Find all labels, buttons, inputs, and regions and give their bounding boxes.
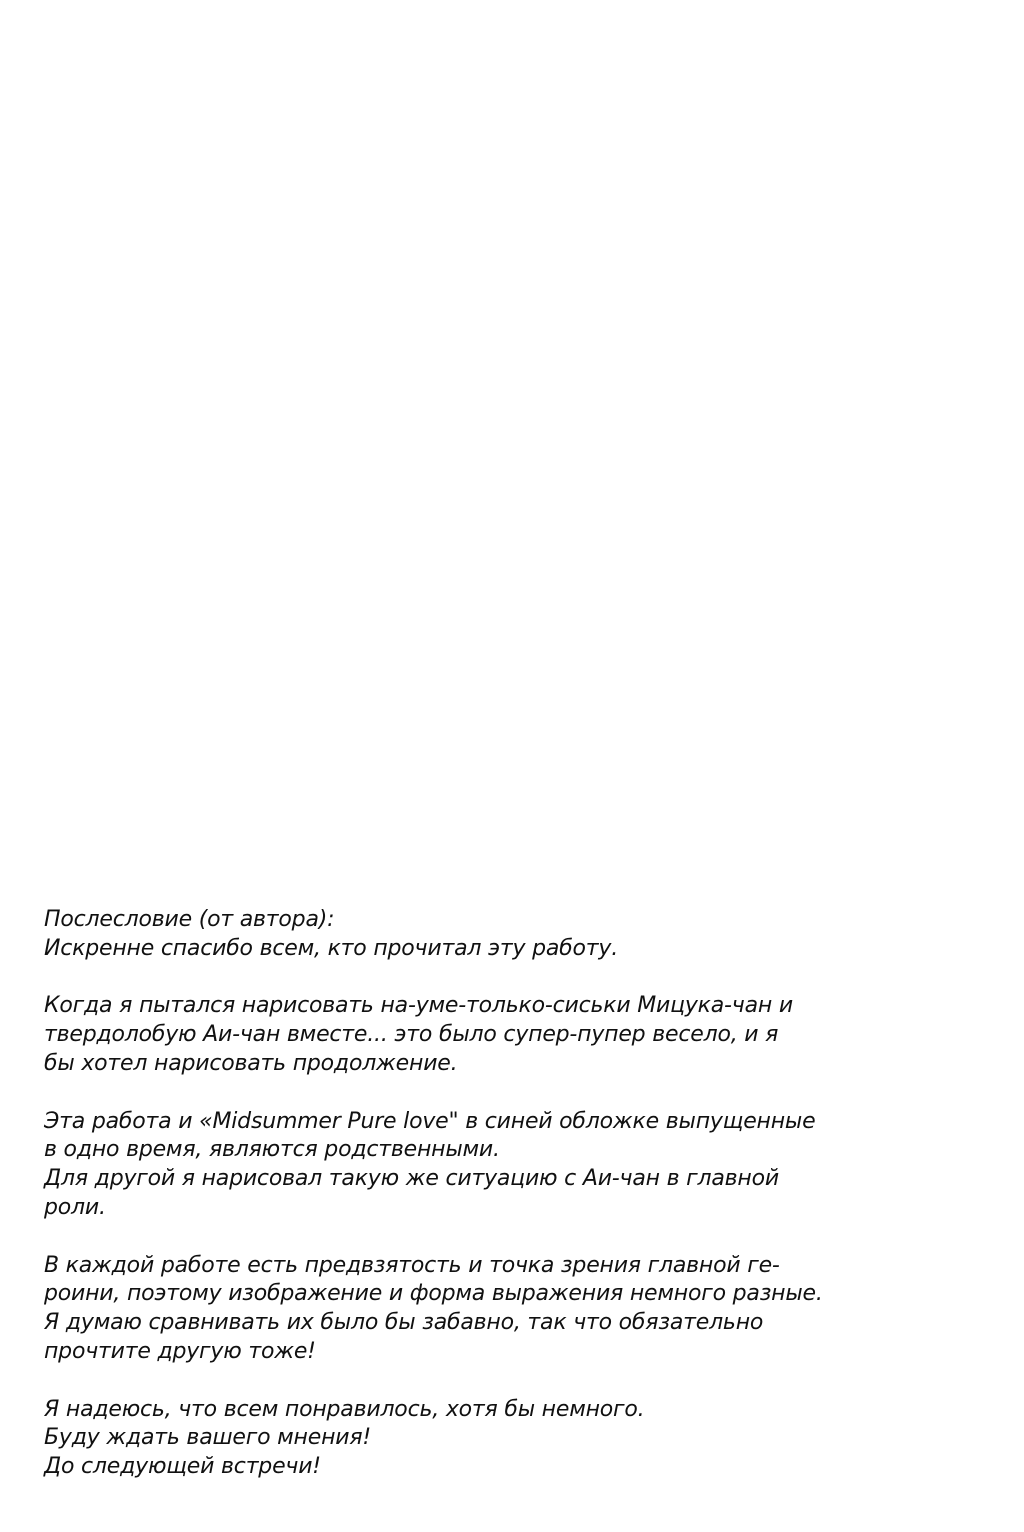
- text-line: Эта работа и «Midsummer Pure love" в синей обложке выпущенные: [44, 1108, 816, 1134]
- text-line: Когда я пытался нарисовать на-уме-только-сиськи Мицука-чан и: [44, 993, 793, 1019]
- text-line: До следующей встречи!: [44, 1454, 321, 1480]
- text-line: Для другой я нарисовал такую же ситуацию с Аи-чан в главной: [44, 1166, 779, 1192]
- text-line: роли.: [44, 1194, 106, 1220]
- text-line: в одно время, являются родственными.: [44, 1137, 500, 1163]
- paragraph-5: [44, 1396, 844, 1482]
- paragraph-4: [44, 1252, 844, 1367]
- text-line: Искренне спасибо всем, кто прочитал эту работу.: [44, 935, 619, 961]
- afterword-text-block: [44, 906, 844, 1482]
- paragraph-1: [44, 906, 844, 964]
- text-line: бы хотел нарисовать продолжение.: [44, 1050, 458, 1076]
- text-line: В каждой работе есть предвзятость и точка зрения главной ге-: [44, 1252, 780, 1278]
- text-line: прочтите другую тоже!: [44, 1338, 316, 1364]
- afterword-heading: Послесловие (от автора):: [44, 907, 335, 932]
- text-line: Я думаю сравнивать их было бы забавно, так что обязательно: [44, 1310, 764, 1336]
- paragraph-2: [44, 992, 844, 1078]
- text-line: твердолобую Аи-чан вместе... это было супер-пупер весело, и я: [44, 1022, 779, 1048]
- paragraph-3: [44, 1108, 844, 1223]
- text-line: Буду ждать вашего мнения!: [44, 1425, 371, 1451]
- text-line: Я надеюсь, что всем понравилось, хотя бы немного.: [44, 1396, 645, 1422]
- text-line: роини, поэтому изображение и форма выражения немного разные.: [44, 1281, 823, 1307]
